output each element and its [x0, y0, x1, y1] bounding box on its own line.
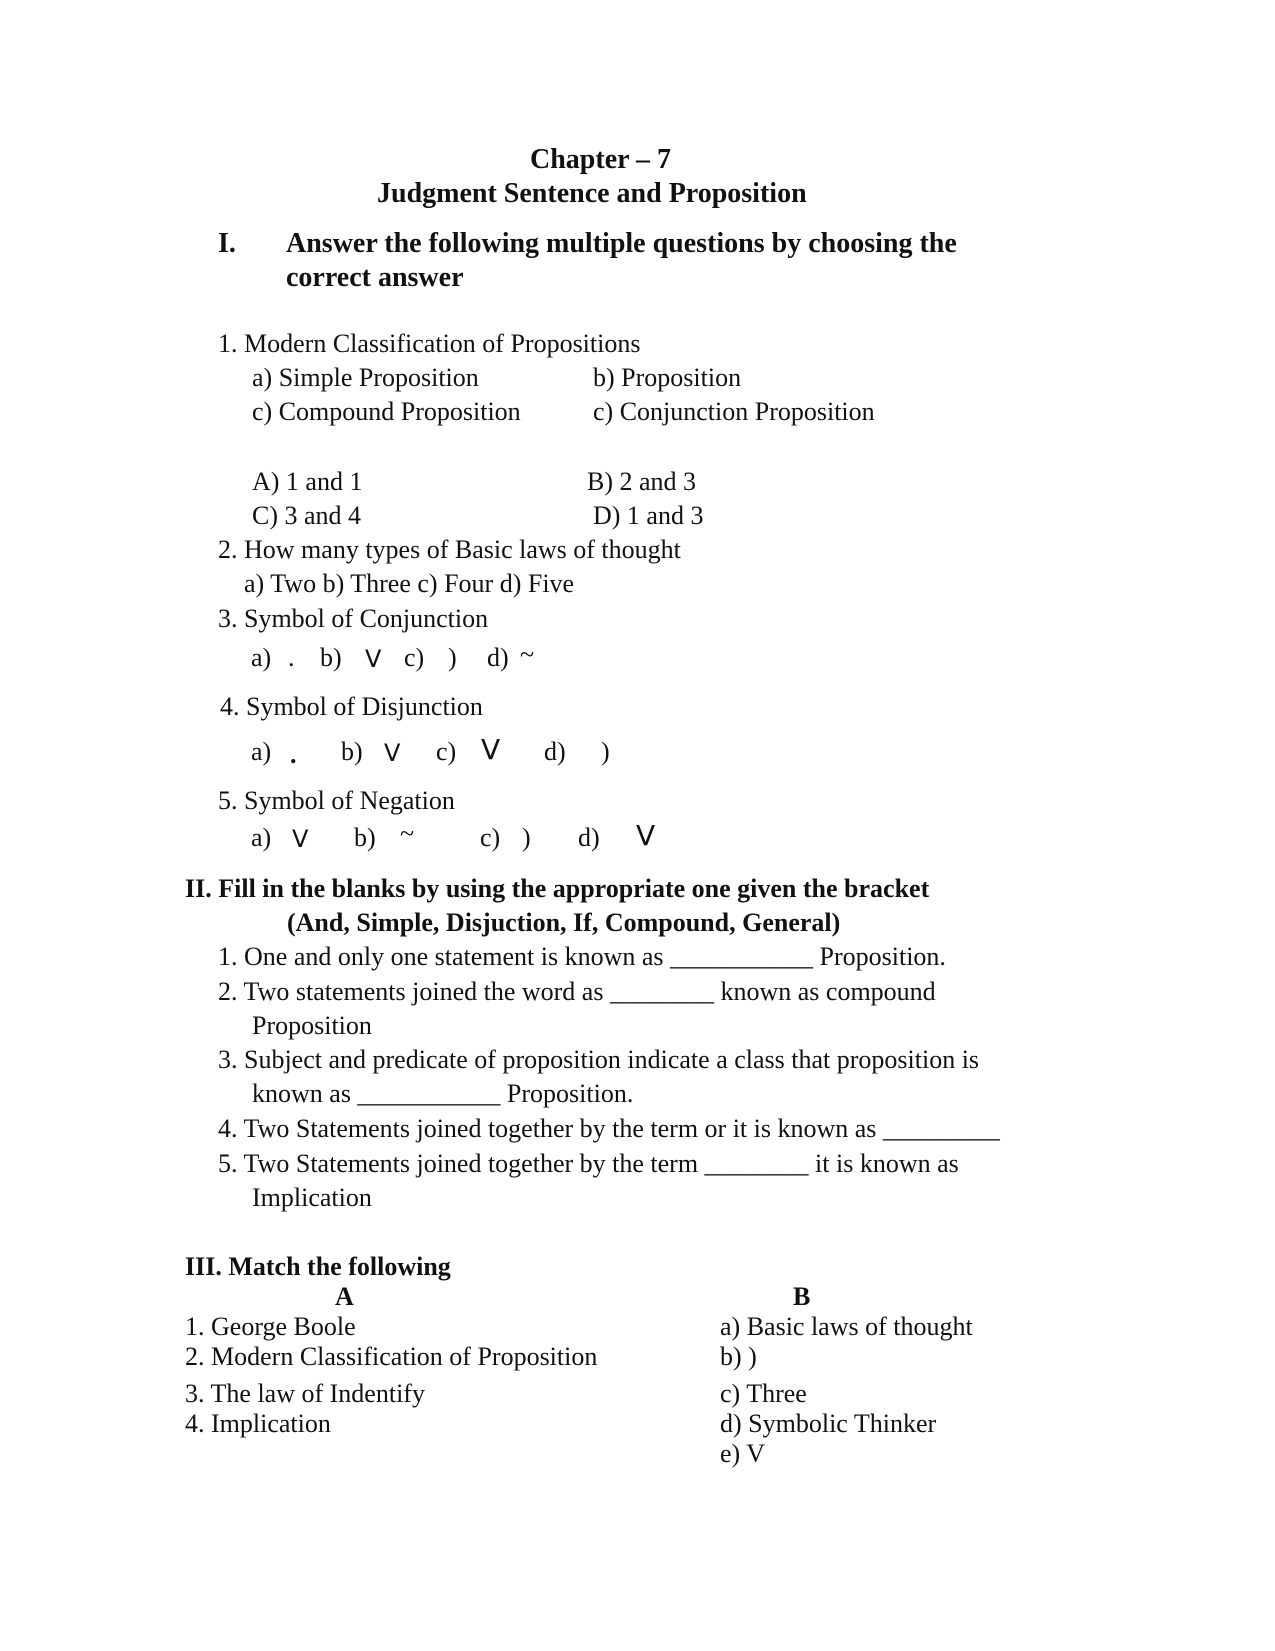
q1-option-c: c) Compound Proposition	[252, 397, 521, 426]
q3-option-c-symbol: )	[448, 643, 457, 672]
fill-blank-5: 5. Two Statements joined together by the term ________ it is known as	[218, 1149, 959, 1178]
match-b-item: d) Symbolic Thinker	[720, 1409, 937, 1438]
q4-option-a-symbol: .	[290, 740, 297, 769]
q4-option-d-symbol: )	[601, 737, 610, 766]
question-3: 3. Symbol of Conjunction	[218, 604, 489, 633]
fill-blank-4: 4. Two Statements joined together by the term or it is known as _________	[218, 1114, 1000, 1143]
q4-option-b-symbol: V	[384, 739, 401, 767]
fill-blank-3-cont: known as ___________ Proposition.	[252, 1079, 634, 1108]
q5-option-c-label: c)	[480, 823, 501, 852]
column-a-heading: A	[335, 1282, 354, 1311]
q1-answer-A: A) 1 and 1	[252, 467, 363, 496]
fill-blank-2-cont: Proposition	[252, 1011, 372, 1040]
section-3-heading: III. Match the following	[185, 1252, 451, 1281]
chapter-title: Judgment Sentence and Proposition	[377, 178, 807, 209]
q3-option-d-symbol: ~	[520, 640, 535, 669]
section-1-number: I.	[218, 228, 236, 259]
q4-option-c-label: c)	[436, 737, 457, 766]
fill-blank-1: 1. One and only one statement is known as ___________ Proposition.	[218, 942, 946, 971]
match-b-item: c) Three	[720, 1379, 807, 1408]
column-b-heading: B	[793, 1282, 811, 1311]
q4-option-c-symbol: V	[481, 733, 501, 766]
fill-blank-3: 3. Subject and predicate of proposition indicate a class that proposition is	[218, 1045, 980, 1074]
match-a-item: 4. Implication	[185, 1409, 331, 1438]
question-4: 4. Symbol of Disjunction	[220, 692, 483, 721]
q1-answer-D: D) 1 and 3	[593, 501, 704, 530]
match-a-item: 2. Modern Classification of Proposition	[185, 1342, 598, 1371]
fill-blank-2: 2. Two statements joined the word as ________ known as compound	[218, 977, 936, 1006]
q2-options: a) Two b) Three c) Four d) Five	[244, 569, 575, 598]
q3-option-a-symbol: .	[288, 643, 295, 672]
q1-option-a: a) Simple Proposition	[252, 363, 479, 392]
match-b-item: e) V	[720, 1439, 766, 1468]
question-1: 1. Modern Classification of Propositions	[218, 329, 641, 358]
q5-option-d-symbol: V	[636, 819, 656, 852]
section-2-word-bank: (And, Simple, Disjuction, If, Compound, General)	[287, 908, 841, 937]
match-b-item: a) Basic laws of thought	[720, 1312, 973, 1341]
match-a-item: 3. The law of Indentify	[185, 1379, 425, 1408]
question-5: 5. Symbol of Negation	[218, 786, 455, 815]
q1-option-c2: c) Conjunction Proposition	[593, 397, 875, 426]
question-2: 2. How many types of Basic laws of thought	[218, 535, 681, 564]
q1-answer-B: B) 2 and 3	[587, 467, 697, 496]
q4-option-a-label: a)	[251, 737, 272, 766]
chapter-number: Chapter – 7	[530, 144, 672, 175]
q4-option-b-label: b)	[341, 737, 363, 766]
q5-option-a-label: a)	[251, 823, 272, 852]
match-b-item: b) )	[720, 1342, 757, 1371]
q1-option-b: b) Proposition	[593, 363, 742, 392]
section-1-heading-cont: correct answer	[286, 262, 464, 293]
q3-option-c-label: c)	[404, 643, 425, 672]
q5-option-a-symbol: V	[292, 825, 309, 853]
fill-blank-5-cont: Implication	[252, 1183, 372, 1212]
match-a-item: 1. George Boole	[185, 1312, 356, 1341]
q5-option-b-label: b)	[354, 823, 376, 852]
q3-option-a-label: a)	[251, 643, 272, 672]
q3-option-d-label: d)	[487, 643, 509, 672]
q5-option-d-label: d)	[578, 823, 600, 852]
section-1-heading: Answer the following multiple questions by choosing the	[286, 228, 957, 259]
q5-option-c-symbol: )	[522, 823, 531, 852]
q3-option-b-label: b)	[320, 643, 342, 672]
q1-answer-C: C) 3 and 4	[252, 501, 362, 530]
q3-option-b-symbol: V	[365, 645, 382, 673]
section-2-heading: II. Fill in the blanks by using the appropriate one given the bracket	[185, 874, 930, 903]
q5-option-b-symbol: ~	[400, 819, 415, 848]
q4-option-d-label: d)	[544, 737, 566, 766]
